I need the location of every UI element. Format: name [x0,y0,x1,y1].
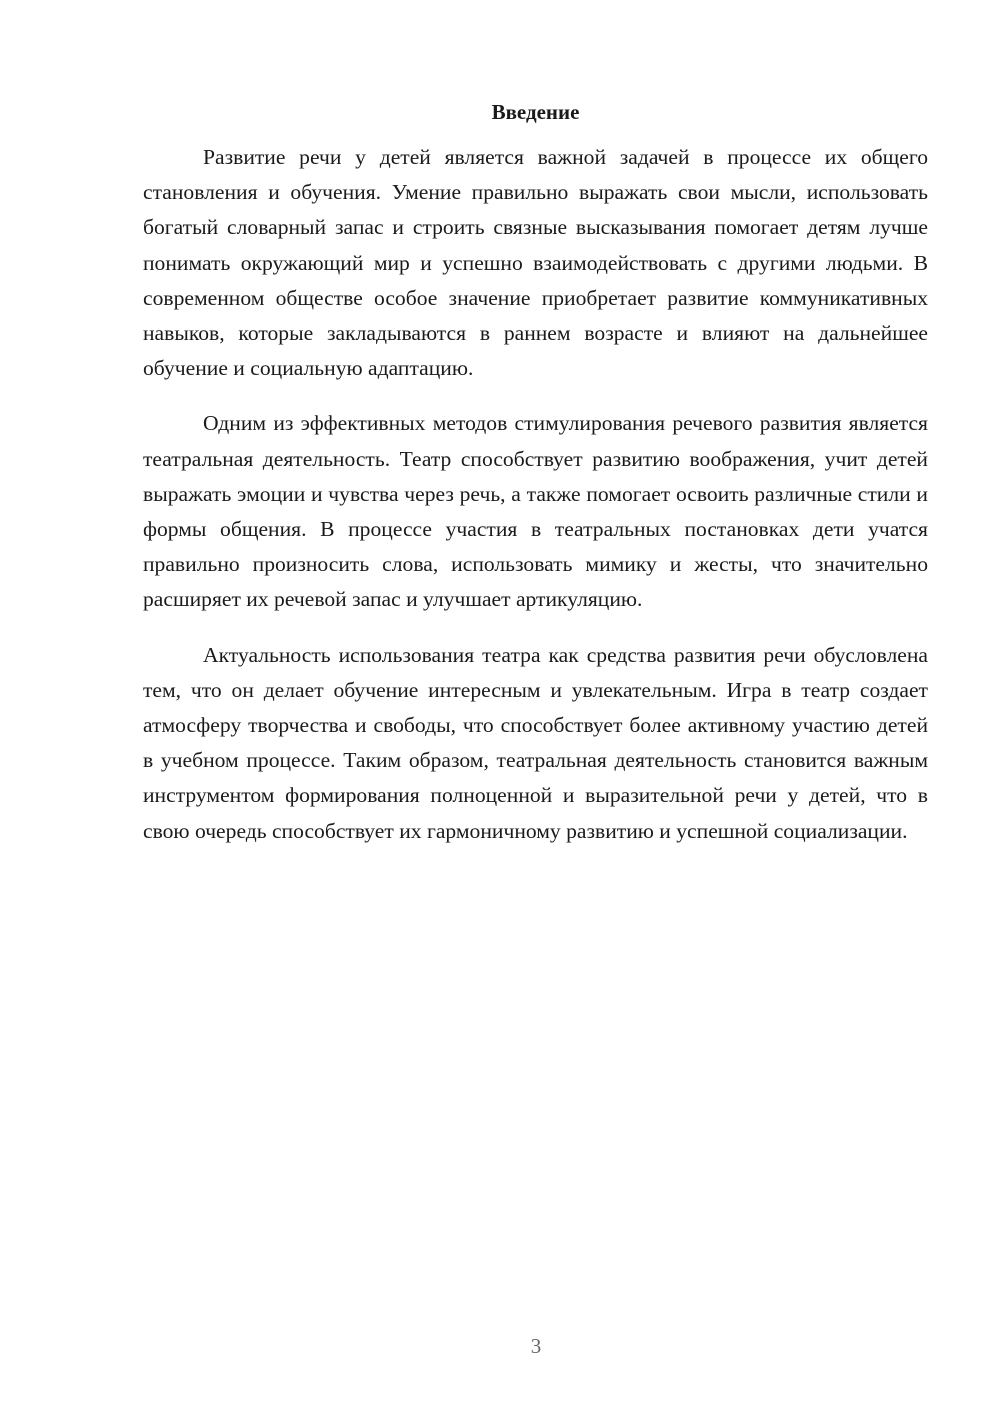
page-content [143,96,928,869]
page-number: 3 [530,1334,542,1358]
section-title: Введение [491,100,580,124]
paragraph-1: Развитие речи у детей является важной задачей в процессе их общего становления и обучения. Умение правильно выражать свои мысли, использовать богатый словарный запас и строить связные высказывания помогает детям лучше понимать окружающий мир и успешно взаимодействовать с другими людьми. В современном обществе особое значение приобретает развитие коммуникативных навыков, которые закладываются в раннем возрасте и влияют на дальнейшее обучение и социальную адаптацию. [143,145,928,381]
paragraph-2: Одним из эффективных методов стимулирования речевого развития является театральная деятельность. Театр способствует развитию воображения, учит детей выражать эмоции и чувства через речь, а также помогает освоить различные стили и формы общения. В процессе участия в театральных постановках дети учатся правильно произносить слова, использовать мимику и жесты, что значительно расширяет их речевой запас и улучшает артикуляцию. [143,411,928,612]
paragraph-3: Актуальность использования театра как средства развития речи обусловлена тем, что он делает обучение интересным и увлекательным. Игра в театр создает атмосферу творчества и свободы, что способствует более активному участию детей в учебном процессе. Таким образом, театральная деятельность становится важным инструментом формирования полноценной и выразительной речи у детей, что в свою очередь способствует их гармоничному развитию и успешной социализации. [143,642,928,843]
